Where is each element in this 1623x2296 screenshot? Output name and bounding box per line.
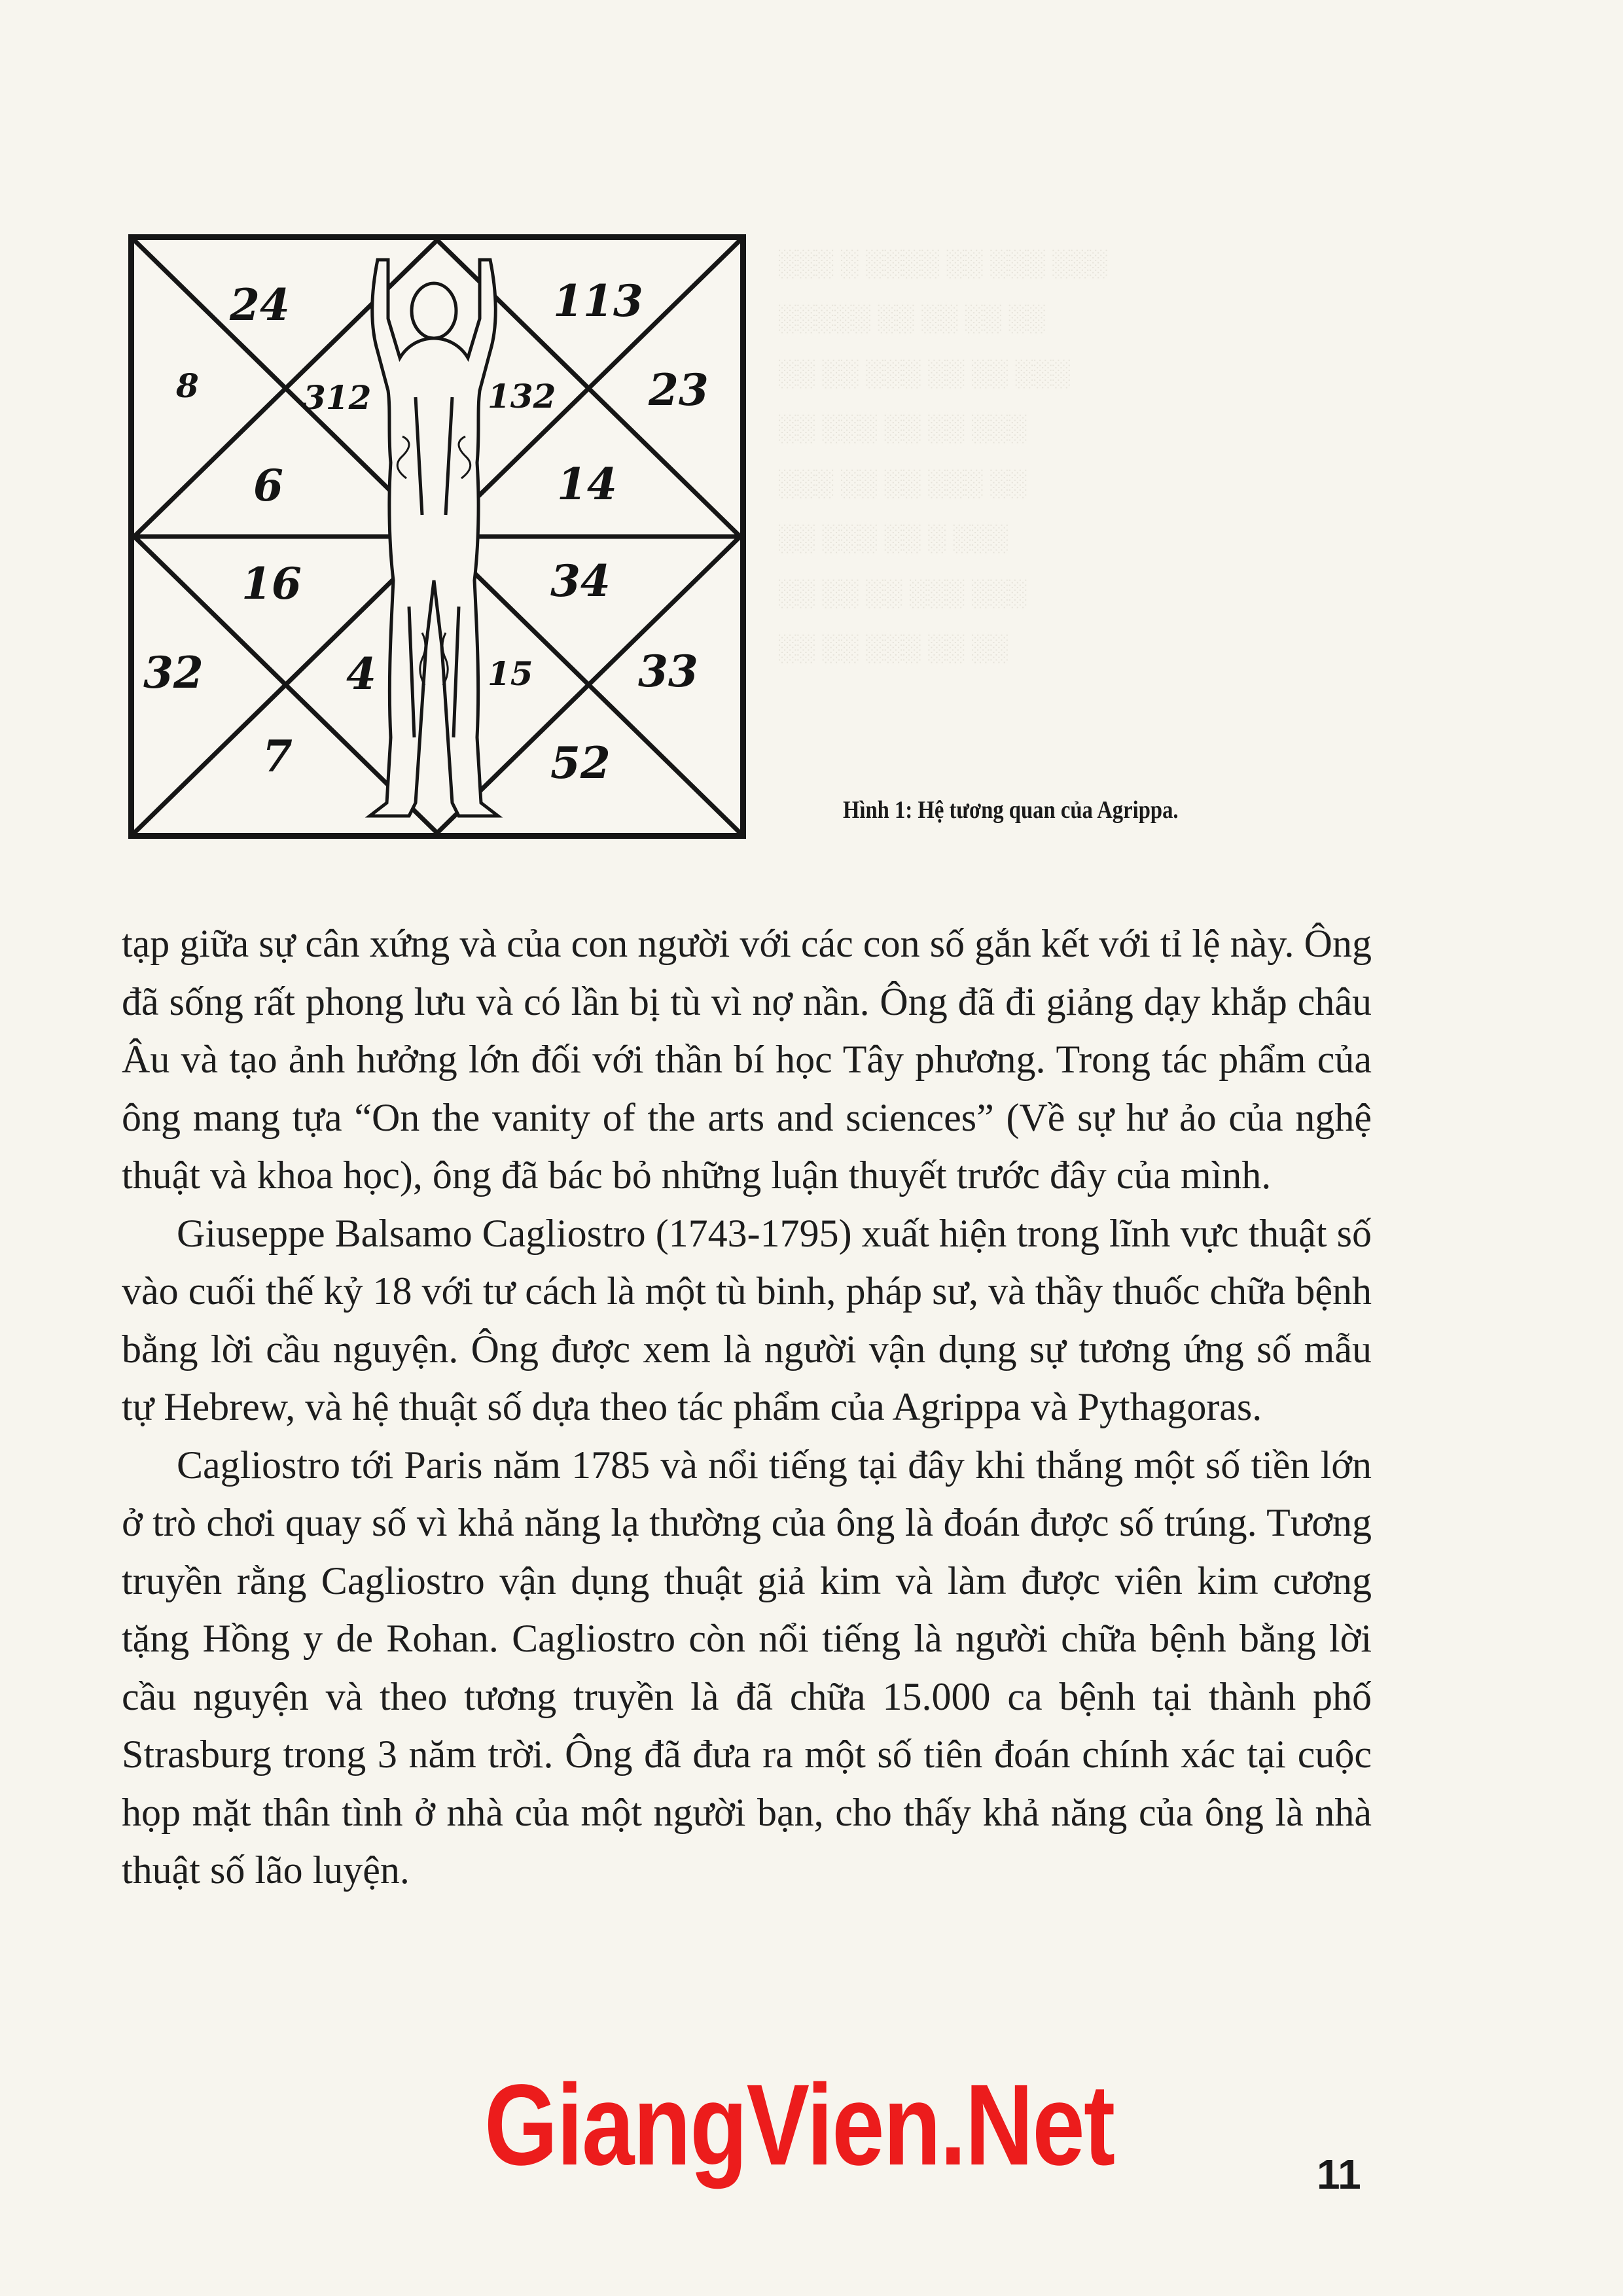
figure-number: 7 [262, 731, 293, 782]
figure-number: 52 [550, 737, 611, 788]
figure-number: 33 [638, 646, 698, 697]
figure-number: 132 [488, 377, 556, 415]
page-number: 11 [1317, 2151, 1361, 2198]
figure-number: 8 [176, 366, 199, 405]
figure-number: 24 [230, 279, 290, 330]
human-figure [370, 260, 498, 816]
figure-number: 6 [253, 460, 283, 511]
figure-number: 4 [346, 648, 376, 699]
figure-number: 14 [557, 459, 617, 510]
agrippa-figure [128, 234, 746, 839]
figure-number: 16 [241, 558, 302, 609]
figure-caption: Hình 1: Hệ tương quan của Agrippa. [843, 796, 1179, 824]
figure-number: 113 [553, 275, 643, 327]
paragraph: tạp giữa sự cân xứng và của con người với các con số gắn kết với tỉ lệ này. Ông đã sống rất phong lưu và có lần bị tù vì nợ nần. Ông đã đi giảng dạy khắp châu Âu và tạo ảnh hưởng lớn đối với thần bí học Tây phương. Trong tác phẩm của ông mang tựa “On the vanity of the arts and sciences” (Về sự hư ảo của nghệ thuật và khoa học), ông đã bác bỏ những luận thuyết trước đây của mình. [122, 922, 1372, 1197]
figure-number: 32 [143, 647, 204, 698]
figure-number: 23 [649, 364, 709, 415]
paragraph: Cagliostro tới Paris năm 1785 và nổi tiếng tại đây khi thắng một số tiền lớn ở trò chơi quay số vì khả năng lạ thường của ông là đoán được số trúng. Tương truyền rằng Cagliostro vận dụng thuật giả kim và làm được viên kim cương tặng Hồng y de Rohan. Cagliostro còn nổi tiếng là người chữa bệnh bằng lời cầu nguyện và theo tương truyền là đã chữa 15.000 ca bệnh tại thành phố Strasburg trong 3 năm trời. Ông đã đưa ra một số tiên đoán chính xác tại cuộc họp mặt thân tình ở nhà của một người bạn, cho thấy khả năng của ông là nhà thuật số lão luyện. [122, 1443, 1372, 1892]
body-text [122, 915, 1372, 1899]
figure-number: 312 [303, 378, 372, 417]
figure-number: 34 [550, 556, 611, 607]
bleed-through-text: ░░░ ░ ░░░░ ░░ ░░░ ░░░ ░░░░░ ░░ ░░ ░░ ░░ ░░ ░░ ░░░ ░░ ░░ ░░░ ░░ ░░░ ░░ ░░ ░░░ ░░░ ░░ ░░ ░░░ ░░ ░░ ░░░ ░░ ░ ░░░ ░░ ░░ ░░ ░░░ ░░░ ░░ ░░ ░░░ ░░ ░░ [777, 248, 1107, 662]
figure-number: 15 [488, 654, 533, 693]
paragraph: Giuseppe Balsamo Cagliostro (1743-1795) xuất hiện trong lĩnh vực thuật số vào cuối thế kỷ 18 với tư cách là một tù binh, pháp sư, và thầy thuốc chữa bệnh bằng lời cầu nguyện. Ông được xem là người vận dụng sự tương ứng số mẫu tự Hebrew, và hệ thuật số dựa theo tác phẩm của Agrippa và Pythagoras. [122, 1211, 1372, 1428]
figure-diagram-lines [134, 240, 740, 833]
watermark: GiangVien.Net [484, 2061, 1115, 2189]
